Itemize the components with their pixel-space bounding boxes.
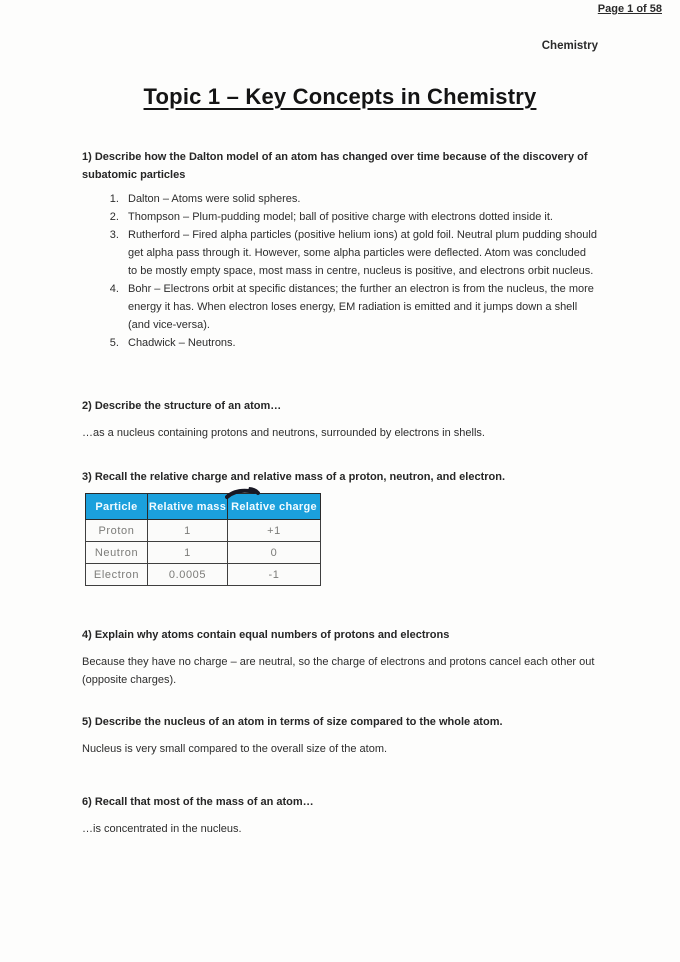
list-item-bohr: 4. Bohr – Electrons orbit at specific distances; the further an electron is from the nucleus, the more energy it has. When electron loses energy, EM radiation is emitted and it jumps down a shell (and vice-versa). bbox=[122, 280, 598, 334]
table-header-relative-mass: Relative mass bbox=[148, 494, 228, 520]
table-cell: 1 bbox=[148, 520, 228, 542]
atom-model-list bbox=[82, 190, 598, 352]
question-4-answer: Because they have no charge – are neutral, so the charge of electrons and protons cancel each other out (opposite charges). bbox=[82, 656, 595, 686]
table-cell: Electron bbox=[86, 564, 148, 586]
table-cell: 0 bbox=[228, 542, 321, 564]
list-item-thompson: 2. Thompson – Plum-pudding model; ball of positive charge with electrons dotted inside it. bbox=[122, 208, 598, 226]
question-2-answer: …as a nucleus containing protons and neutrons, surrounded by electrons in shells. bbox=[82, 427, 485, 439]
list-item-rutherford: 3. Rutherford – Fired alpha particles (positive helium ions) at gold foil. Neutral plum pudding should get alpha pass through it. However, some alpha particles were deflected. Atom was concluded to be mostly empty space, most mass in centre, nucleus is positive, and electrons orbit nucleus. bbox=[122, 226, 598, 280]
table-header-relative-charge: Relative charge bbox=[228, 494, 321, 520]
table-row-proton bbox=[86, 520, 321, 542]
question-6-answer: …is concentrated in the nucleus. bbox=[82, 823, 242, 835]
table-row-electron bbox=[86, 564, 321, 586]
particle-table-wrap bbox=[85, 493, 320, 586]
question-3-heading: 3) Recall the relative charge and relative mass of a proton, neutron, and electron. bbox=[82, 471, 506, 483]
table-cell: -1 bbox=[228, 564, 321, 586]
table-row-neutron bbox=[86, 542, 321, 564]
page-title: Topic 1 – Key Concepts in Chemistry bbox=[143, 84, 537, 109]
table-cell: 1 bbox=[148, 542, 228, 564]
table-cell: +1 bbox=[228, 520, 321, 542]
list-item-dalton: 1. Dalton – Atoms were solid spheres. bbox=[122, 190, 598, 208]
table-cell: Neutron bbox=[86, 542, 148, 564]
table-header-particle: Particle bbox=[86, 494, 148, 520]
question-5-answer: Nucleus is very small compared to the overall size of the atom. bbox=[82, 743, 388, 755]
question-2-heading: 2) Describe the structure of an atom… bbox=[82, 400, 282, 412]
page-indicator: Page 1 of 58 bbox=[597, 3, 662, 15]
particle-table bbox=[85, 493, 321, 586]
question-6-heading: 6) Recall that most of the mass of an atom… bbox=[82, 796, 314, 808]
list-item-chadwick: 5. Chadwick – Neutrons. bbox=[122, 334, 598, 352]
question-5-heading: 5) Describe the nucleus of an atom in terms of size compared to the whole atom. bbox=[82, 716, 503, 728]
question-1-heading: 1) Describe how the Dalton model of an atom has changed over time because of the discovery of subatomic particles bbox=[82, 151, 588, 181]
subject-label: Chemistry bbox=[541, 40, 598, 52]
table-cell: 0.0005 bbox=[148, 564, 228, 586]
question-4-heading: 4) Explain why atoms contain equal numbers of protons and electrons bbox=[82, 629, 450, 641]
table-header-row bbox=[86, 494, 321, 520]
table-cell: Proton bbox=[86, 520, 148, 542]
